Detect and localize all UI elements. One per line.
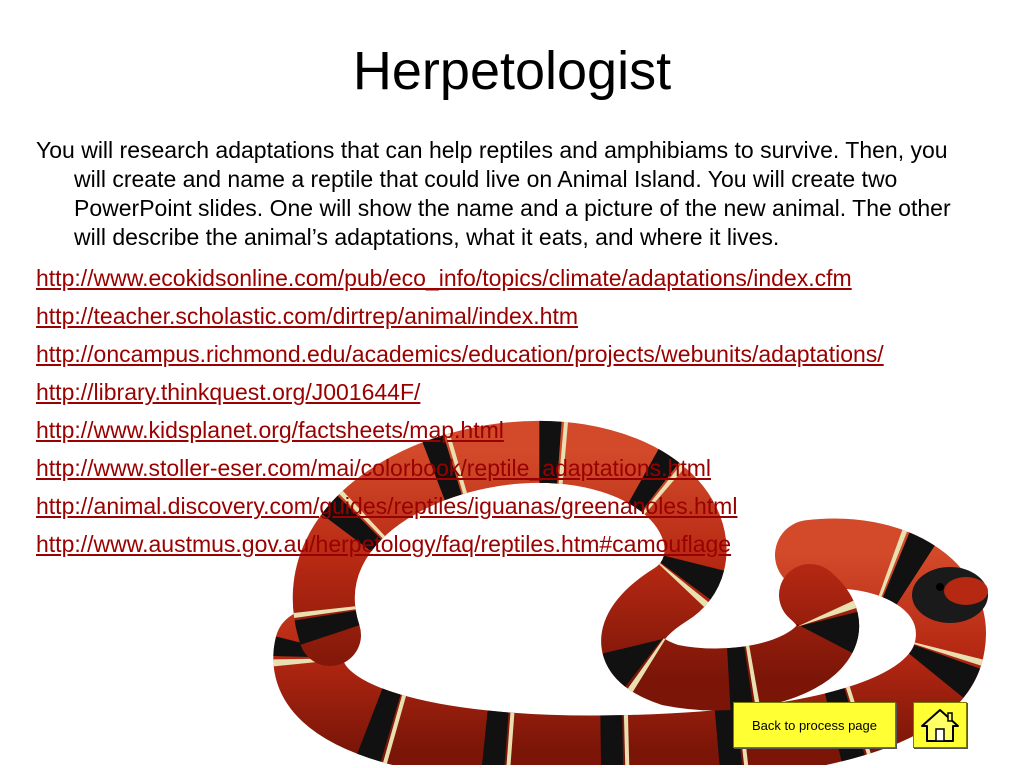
slide-content: [36, 136, 966, 568]
link-thinkquest[interactable]: http://library.thinkquest.org/J001644F/: [36, 379, 421, 405]
back-button-label: Back to process page: [751, 717, 878, 733]
link-item: [36, 530, 966, 559]
home-icon: [920, 707, 960, 743]
link-kidsplanet[interactable]: http://www.kidsplanet.org/factsheets/map.html: [36, 417, 504, 443]
link-item: [36, 454, 966, 483]
link-item: [36, 264, 966, 293]
link-richmond[interactable]: http://oncampus.richmond.edu/academics/education/projects/webunits/adaptations/: [36, 341, 884, 367]
link-item: [36, 378, 966, 407]
link-discovery[interactable]: http://animal.discovery.com/guides/reptiles/iguanas/greenanoles.html: [36, 493, 738, 519]
link-scholastic[interactable]: http://teacher.scholastic.com/dirtrep/animal/index.htm: [36, 303, 579, 329]
page-title: Herpetologist: [352, 41, 672, 101]
link-stoller-eser[interactable]: http://www.stoller-eser.com/mai/colorbook/reptile_adaptations.html: [36, 455, 711, 481]
link-item: [36, 492, 966, 521]
link-item: [36, 416, 966, 445]
link-austmus[interactable]: http://www.austmus.gov.au/herpetology/faq/reptiles.htm#camouflage: [36, 531, 732, 557]
home-button[interactable]: [913, 702, 967, 748]
back-to-process-button[interactable]: [733, 702, 896, 748]
link-ecokids[interactable]: http://www.ecokidsonline.com/pub/eco_info/topics/climate/adaptations/index.cfm: [36, 265, 852, 291]
link-item: [36, 302, 966, 331]
intro-text: You will research adaptations that can help reptiles and amphibiams to survive. Then, you will create and name a reptile that could live on Animal Island. You will create two PowerPoint slides. One will show the name and a picture of the new animal. The other will describe the animal’s adaptations, what it eats, and where it lives.: [36, 137, 951, 250]
link-item: [36, 340, 966, 369]
